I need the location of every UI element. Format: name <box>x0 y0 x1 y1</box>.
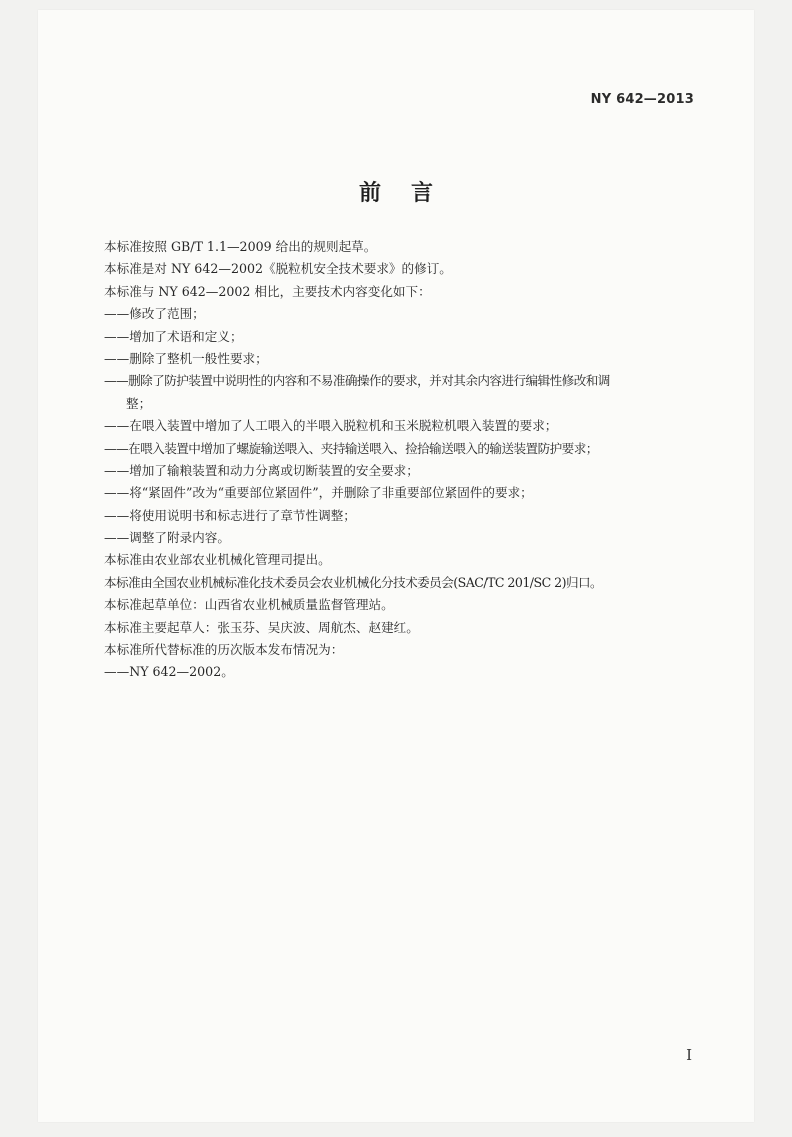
list-item: ——增加了术语和定义； <box>104 328 243 344</box>
para-line: 本标准与 NY 642—2002 相比，主要技术内容变化如下： <box>104 283 431 299</box>
list-item-continuation: 整； <box>126 395 152 411</box>
para-line: 本标准起草单位：山西省农业机械质量监督管理站。 <box>104 597 394 613</box>
list-item: ——NY 642—2002。 <box>104 664 234 680</box>
page-title: 前言 <box>358 181 463 206</box>
para-line: 本标准主要起草人：张玉芬、吴庆波、周航杰、赵建红。 <box>104 619 419 635</box>
list-item: ——在喂入装置中增加了人工喂入的半喂入脱粒机和玉米脱粒机喂入装置的要求； <box>104 418 558 434</box>
para-line: 本标准是对 NY 642—2002《脱粒机安全技术要求》的修订。 <box>104 261 452 277</box>
para-line: 本标准所代替标准的历次版本发布情况为： <box>104 642 344 658</box>
list-item: ——将使用说明书和标志进行了章节性调整； <box>104 507 356 523</box>
list-item: ——调整了附录内容。 <box>104 530 230 546</box>
para-line: 本标准按照 GB/T 1.1—2009 给出的规则起草。 <box>104 239 377 254</box>
list-item: ——增加了输粮装置和动力分离或切断装置的安全要求； <box>104 462 419 478</box>
list-item: ——删除了防护装置中说明性的内容和不易准确操作的要求，并对其余内容进行编辑性修改和调 <box>104 373 610 389</box>
document-code: NY 642—2013 <box>590 92 694 107</box>
document-body <box>104 236 714 684</box>
para-line: 本标准由农业部农业机械化管理司提出。 <box>104 552 331 568</box>
list-item: ——修改了范围； <box>104 306 205 322</box>
list-item: ——删除了整机一般性要求； <box>104 350 268 366</box>
para-line: 本标准由全国农业机械标准化技术委员会农业机械化分技术委员会(SAC/TC 201/SC 2)归口。 <box>104 574 603 590</box>
page-number: I <box>686 1046 692 1064</box>
list-item: ——将“紧固件”改为“重要部位紧固件”，并删除了非重要部位紧固件的要求； <box>104 485 533 501</box>
list-item: ——在喂入装置中增加了螺旋输送喂入、夹持输送喂入、捡拾输送喂入的输送装置防护要求； <box>104 440 598 456</box>
